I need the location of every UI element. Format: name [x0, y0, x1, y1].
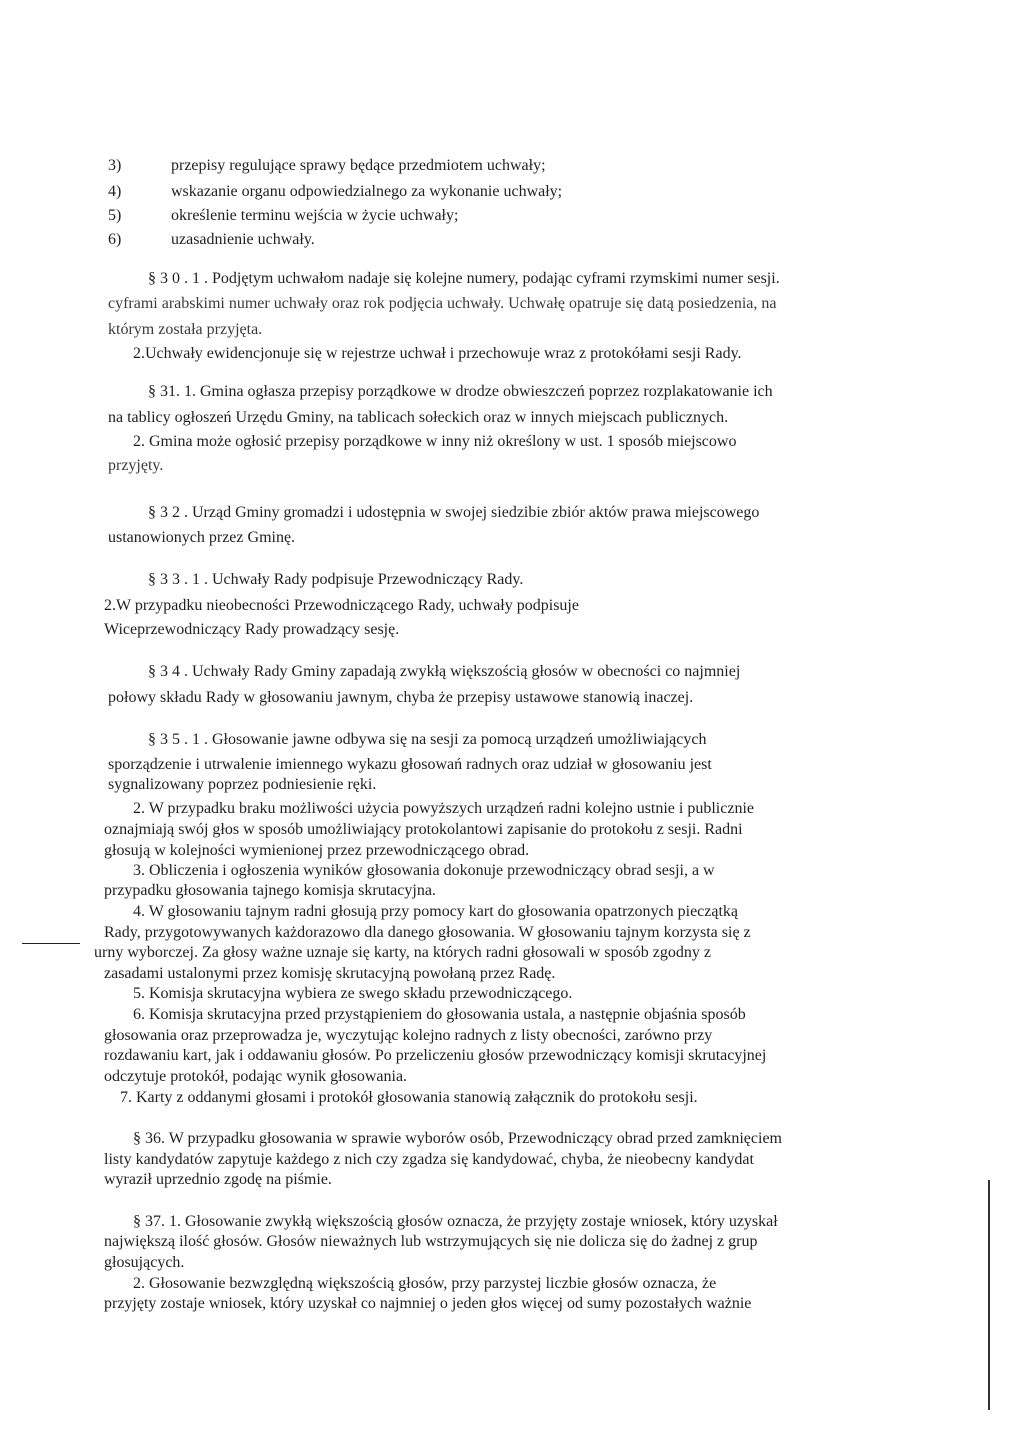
binding-edge-line: [988, 1180, 990, 1410]
paragraph-line: urny wyborczej. Za głosy ważne uznaje się karty, na których radni głosowali w sposób zgodny z: [94, 944, 712, 961]
paragraph-line: cyframi arabskimi numer uchwały oraz rok podjęcia uchwały. Uchwałę opatruje się datą posiedzenia, na: [108, 295, 777, 312]
paragraph-line: 2. Gmina może ogłosić przepisy porządkowe w inny niż określony w ust. 1 sposób miejscowo: [133, 433, 737, 450]
paragraph-line: § 36. W przypadku głosowania w sprawie wyborów osób, Przewodniczący obrad przed zamknięciem: [133, 1130, 782, 1147]
paragraph-line: § 3 4 . Uchwały Rady Gminy zapadają zwykłą większością głosów w obecności co najmniej: [148, 663, 741, 680]
paragraph-line: § 3 5 . 1 . Głosowanie jawne odbywa się na sesji za pomocą urządzeń umożliwiających: [148, 731, 707, 748]
paragraph-line: 2.Uchwały ewidencjonuje się w rejestrze uchwał i przechowuje wraz z protokółami sesji Rady.: [133, 345, 742, 362]
paragraph-line: oznajmiają swój głos w sposób umożliwiający protokolantowi zapisanie do protokołu z sesji. Radni: [104, 821, 743, 838]
paragraph-line: ustanowionych przez Gminę.: [108, 529, 296, 546]
list-number: 6): [108, 231, 122, 248]
paragraph-line: głosują w kolejności wymienionej przez przewodniczącego obrad.: [104, 842, 530, 859]
list-item-text: uzasadnienie uchwały.: [171, 231, 315, 248]
list-item-text: określenie terminu wejścia w życie uchwały;: [171, 207, 459, 224]
paragraph-line: 2.W przypadku nieobecności Przewodniczącego Rady, uchwały podpisuje: [104, 597, 579, 614]
paragraph-line: Wiceprzewodniczący Rady prowadzący sesję.: [104, 621, 400, 638]
paragraph-line: 7. Karty z oddanymi głosami i protokół głosowania stanowią załącznik do protokołu sesji.: [120, 1089, 698, 1106]
paragraph-line: listy kandydatów zapytuje każdego z nich czy zgadza się kandydować, chyba, że nieobecny kandydat: [104, 1151, 754, 1168]
paragraph-line: 3. Obliczenia i ogłoszenia wyników głosowania dokonuje przewodniczący obrad sesji, a w: [133, 862, 715, 879]
list-item-text: wskazanie organu odpowiedzialnego za wykonanie uchwały;: [171, 183, 563, 200]
list-number: 3): [108, 157, 122, 174]
paragraph-line: 5. Komisja skrutacyjna wybiera ze swego składu przewodniczącego.: [133, 985, 573, 1002]
paragraph-line: 4. W głosowaniu tajnym radni głosują przy pomocy kart do głosowania opatrzonych pieczątką: [133, 903, 739, 920]
paragraph-line: sygnalizowany poprzez podniesienie ręki.: [108, 776, 377, 793]
paragraph-line: 2. Głosowanie bezwzględną większością głosów, przy parzystej liczbie głosów oznacza, że: [133, 1275, 717, 1292]
paragraph-line: największą ilość głosów. Głosów nieważnych lub wstrzymujących się nie dolicza się do żadnej z grup: [104, 1233, 758, 1250]
paragraph-line: rozdawaniu kart, jak i oddawaniu głosów. Po przeliczeniu głosów przewodniczący komisji skrutacyjnej: [104, 1047, 767, 1064]
list-number: 4): [108, 183, 122, 200]
paragraph-line: na tablicy ogłoszeń Urzędu Gminy, na tablicach sołeckich oraz w innych miejscach publicznych.: [108, 409, 729, 426]
paragraph-line: przypadku głosowania tajnego komisja skrutacyjna.: [104, 882, 436, 899]
paragraph-line: odczytuje protokół, podając wynik głosowania.: [104, 1068, 408, 1085]
paragraph-line: którym została przyjęta.: [108, 321, 263, 338]
paragraph-line: § 37. 1. Głosowanie zwykłą większością głosów oznacza, że przyjęty zostaje wniosek, który uzyskał: [133, 1213, 778, 1230]
paragraph-line: § 3 3 . 1 . Uchwały Rady podpisuje Przewodniczący Rady.: [148, 571, 524, 588]
paragraph-line: przyjęty zostaje wniosek, który uzyskał co najmniej o jeden głos więcej od sumy pozostałych ważnie: [104, 1295, 752, 1312]
paragraph-line: 2. W przypadku braku możliwości użycia powyższych urządzeń radni kolejno ustnie i publicznie: [133, 800, 754, 817]
paragraph-line: Rady, przygotowywanych każdorazowo dla danego głosowania. W głosowaniu tajnym korzysta się z: [104, 924, 751, 941]
paragraph-line: przyjęty.: [108, 457, 164, 474]
list-number: 5): [108, 207, 122, 224]
paragraph-line: sporządzenie i utrwalenie imiennego wykazu głosowań radnych oraz udział w głosowaniu jest: [108, 756, 712, 773]
paragraph-line: § 31. 1. Gmina ogłasza przepisy porządkowe w drodze obwieszczeń poprzez rozplakatowanie ich: [148, 383, 773, 400]
paragraph-line: połowy składu Rady w głosowaniu jawnym, chyba że przepisy ustawowe stanowią inaczej.: [108, 689, 694, 706]
paragraph-line: głosujących.: [104, 1254, 185, 1271]
paragraph-line: § 3 0 . 1 . Podjętym uchwałom nadaje się kolejne numery, podając cyframi rzymskimi numer sesji.: [148, 270, 780, 287]
margin-mark-line: [22, 943, 80, 944]
paragraph-line: 6. Komisja skrutacyjna przed przystąpieniem do głosowania ustala, a następnie objaśnia sposób: [133, 1006, 746, 1023]
paragraph-line: zasadami ustalonymi przez komisję skrutacyjną powołaną przez Radę.: [104, 965, 556, 982]
paragraph-line: § 3 2 . Urząd Gminy gromadzi i udostępnia w swojej siedzibie zbiór aktów prawa miejscowego: [148, 504, 760, 521]
paragraph-line: wyraził uprzednio zgodę na piśmie.: [104, 1171, 332, 1188]
paragraph-line: głosowania oraz przeprowadza je, wyczytując kolejno radnych z listy obecności, zarówno przy: [104, 1027, 713, 1044]
list-item-text: przepisy regulujące sprawy będące przedmiotem uchwały;: [171, 157, 546, 174]
